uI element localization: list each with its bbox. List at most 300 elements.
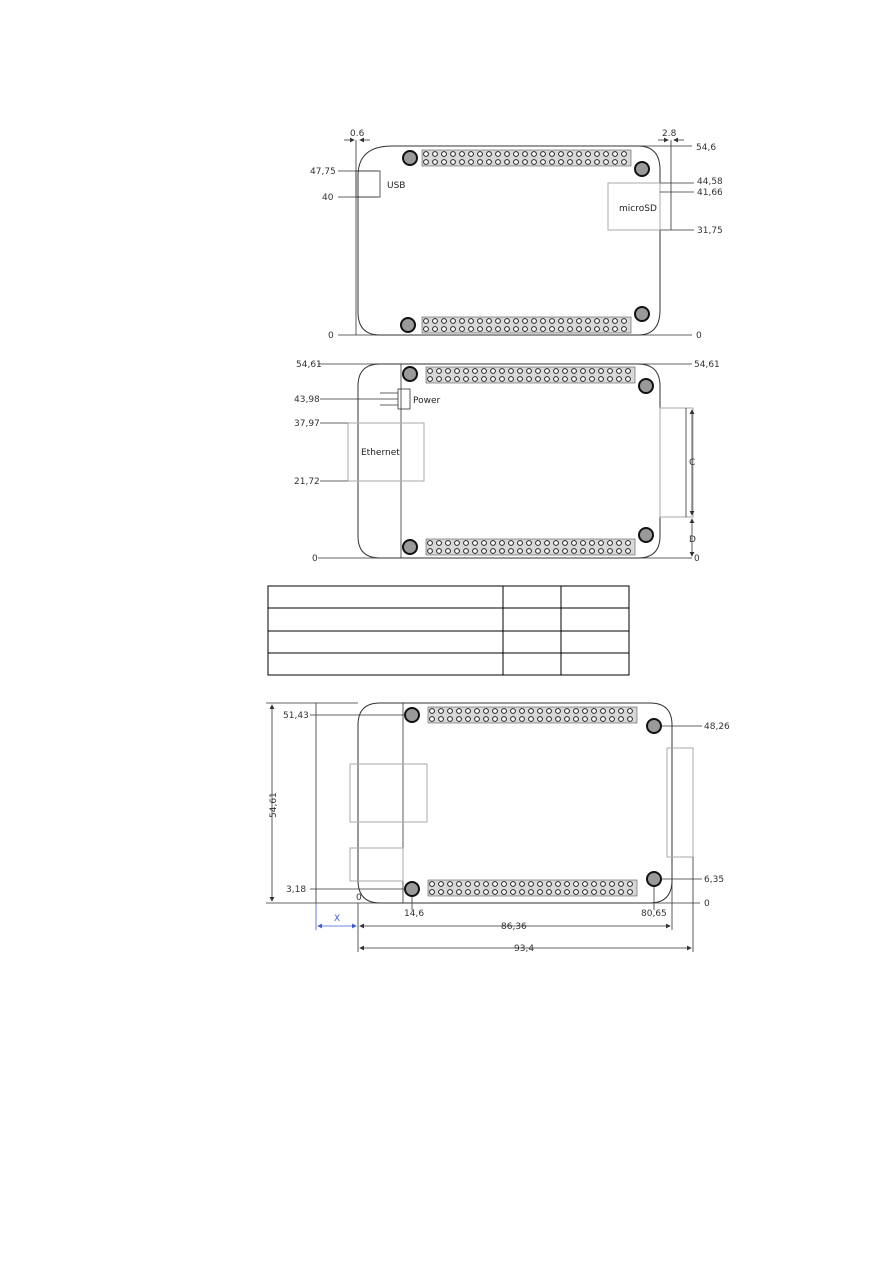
mount-hole xyxy=(403,367,417,381)
header-pin xyxy=(527,541,532,546)
header-pin xyxy=(514,152,519,157)
header-pin xyxy=(442,327,447,332)
header-pin xyxy=(484,890,489,895)
middle-view xyxy=(294,360,720,564)
dim-top: 54,6 xyxy=(696,143,717,153)
header-pin xyxy=(554,369,559,374)
header-top-p9 xyxy=(422,150,631,166)
header-pin xyxy=(547,882,552,887)
header-pin xyxy=(572,549,577,554)
dim-height: 54,61 xyxy=(269,792,279,818)
header-pin xyxy=(448,717,453,722)
header-pin xyxy=(505,327,510,332)
header-pin xyxy=(469,327,474,332)
header-pin xyxy=(514,319,519,324)
header-pin xyxy=(520,717,525,722)
header-pin xyxy=(565,717,570,722)
header-pin xyxy=(529,890,534,895)
header-pin xyxy=(559,319,564,324)
header-pin xyxy=(514,160,519,165)
header-pin xyxy=(541,152,546,157)
header-pin xyxy=(583,709,588,714)
header-pin xyxy=(442,319,447,324)
header-pin xyxy=(433,160,438,165)
header-pin xyxy=(601,717,606,722)
header-pin xyxy=(577,160,582,165)
header-pin xyxy=(577,319,582,324)
header-pin xyxy=(509,549,514,554)
mount-hole xyxy=(647,872,661,886)
header-pin xyxy=(572,541,577,546)
header-pin xyxy=(455,369,460,374)
header-pin xyxy=(511,882,516,887)
header-pin xyxy=(500,377,505,382)
header-pin xyxy=(617,377,622,382)
header-pin xyxy=(628,709,633,714)
header-pin xyxy=(538,890,543,895)
header-pin xyxy=(437,549,442,554)
header-pin xyxy=(511,890,516,895)
header-pin xyxy=(586,152,591,157)
header-pin xyxy=(626,549,631,554)
header-pin xyxy=(583,717,588,722)
header-pin xyxy=(460,152,465,157)
header-pin xyxy=(478,152,483,157)
header-pin xyxy=(502,882,507,887)
header-pin xyxy=(433,152,438,157)
board-outline xyxy=(358,364,660,558)
dim-zero-right: 0 xyxy=(694,554,700,564)
header-pin xyxy=(550,160,555,165)
header-pin xyxy=(565,890,570,895)
dim-width-total: 93,4 xyxy=(514,944,535,954)
header-pin xyxy=(599,377,604,382)
header-pin xyxy=(482,549,487,554)
dim-power: 43,98 xyxy=(294,395,320,405)
header-pin xyxy=(545,541,550,546)
header-pin xyxy=(613,152,618,157)
mount-hole xyxy=(647,719,661,733)
header-pin xyxy=(424,160,429,165)
header-pin xyxy=(619,709,624,714)
header-pin xyxy=(491,549,496,554)
header-pin xyxy=(514,327,519,332)
header-pin xyxy=(451,327,456,332)
header-pin xyxy=(574,709,579,714)
header-pin xyxy=(586,327,591,332)
header-pin xyxy=(536,369,541,374)
header-pin xyxy=(599,369,604,374)
header-pin xyxy=(469,160,474,165)
header-pin xyxy=(520,882,525,887)
header-pin xyxy=(500,549,505,554)
header-pin xyxy=(545,549,550,554)
header-pin xyxy=(532,160,537,165)
header-pin xyxy=(496,160,501,165)
header-pin xyxy=(505,152,510,157)
header-pin xyxy=(424,327,429,332)
header-pin xyxy=(581,369,586,374)
header-pin xyxy=(460,319,465,324)
header-pin xyxy=(437,377,442,382)
header-pin xyxy=(601,890,606,895)
header-pin xyxy=(428,549,433,554)
header-pin xyxy=(574,717,579,722)
header-pin xyxy=(568,160,573,165)
power-connector xyxy=(398,389,410,409)
header-pin xyxy=(554,549,559,554)
header-pin xyxy=(473,377,478,382)
header-pin xyxy=(595,327,600,332)
header-pin xyxy=(545,377,550,382)
header-pin xyxy=(457,709,462,714)
header-bottom-p8 xyxy=(422,317,631,333)
header-pin xyxy=(554,377,559,382)
header-pin xyxy=(617,369,622,374)
mount-hole xyxy=(635,162,649,176)
header-pin xyxy=(547,709,552,714)
header-pin xyxy=(424,319,429,324)
header-top-p9 xyxy=(426,367,635,383)
header-pin xyxy=(455,549,460,554)
board-outline xyxy=(358,146,660,335)
header-pin xyxy=(559,160,564,165)
dim-eth-top: 37,97 xyxy=(294,419,320,429)
header-pin xyxy=(590,369,595,374)
header-pin xyxy=(550,152,555,157)
header-bottom-p8 xyxy=(428,880,637,896)
header-pin xyxy=(581,541,586,546)
mount-hole xyxy=(639,379,653,393)
header-pin xyxy=(592,882,597,887)
header-pin xyxy=(538,882,543,887)
usb-label: USB xyxy=(387,181,406,191)
microsd-label: microSD xyxy=(619,204,657,214)
header-pin xyxy=(613,327,618,332)
header-pin xyxy=(460,327,465,332)
bottom-view xyxy=(266,703,730,954)
header-pin xyxy=(446,377,451,382)
dim-hole-br: 6,35 xyxy=(704,875,725,885)
header-pin xyxy=(475,709,480,714)
header-pin xyxy=(493,709,498,714)
header-pin xyxy=(523,152,528,157)
header-pin xyxy=(550,319,555,324)
header-pin xyxy=(556,717,561,722)
header-pin xyxy=(433,327,438,332)
header-pin xyxy=(538,709,543,714)
header-pin xyxy=(500,541,505,546)
header-pin xyxy=(604,152,609,157)
header-pin xyxy=(574,882,579,887)
header-pin xyxy=(428,369,433,374)
dim-right-offset: 2.8 xyxy=(662,129,677,139)
header-pin xyxy=(536,549,541,554)
header-pin xyxy=(583,882,588,887)
dim-zero-left: 0 xyxy=(328,331,334,341)
header-pin xyxy=(518,541,523,546)
header-pin xyxy=(565,882,570,887)
header-pin xyxy=(572,369,577,374)
header-pin xyxy=(626,541,631,546)
header-pin xyxy=(619,890,624,895)
header-pin xyxy=(541,327,546,332)
dim-d: D xyxy=(689,535,696,545)
header-pin xyxy=(601,709,606,714)
header-pin xyxy=(493,717,498,722)
header-pin xyxy=(568,152,573,157)
header-pin xyxy=(619,717,624,722)
header-pin xyxy=(439,882,444,887)
mount-hole xyxy=(403,540,417,554)
header-pin xyxy=(439,709,444,714)
header-pin xyxy=(529,882,534,887)
header-pin xyxy=(428,377,433,382)
dim-zero-right: 0 xyxy=(696,331,702,341)
header-pin xyxy=(583,890,588,895)
header-pin xyxy=(556,890,561,895)
header-pin xyxy=(536,377,541,382)
dim-hole-bl: 3,18 xyxy=(286,885,307,895)
dim-hole-tl: 51,43 xyxy=(283,711,309,721)
header-pin xyxy=(518,377,523,382)
power-label: Power xyxy=(413,396,441,406)
header-pin xyxy=(475,882,480,887)
header-pin xyxy=(608,377,613,382)
header-pin xyxy=(604,327,609,332)
header-pin xyxy=(608,549,613,554)
header-pin xyxy=(581,377,586,382)
mount-hole xyxy=(639,528,653,542)
header-pin xyxy=(430,709,435,714)
header-pin xyxy=(437,369,442,374)
header-pin xyxy=(541,160,546,165)
header-pin xyxy=(496,152,501,157)
header-pin xyxy=(451,319,456,324)
header-pin xyxy=(518,369,523,374)
mount-hole xyxy=(403,151,417,165)
dim-x-hole-left: 14,6 xyxy=(404,909,425,919)
top-view xyxy=(310,129,723,341)
dim-x-label: X xyxy=(334,914,341,924)
header-pin xyxy=(590,549,595,554)
header-pin xyxy=(523,327,528,332)
dim-top-right: 54,61 xyxy=(694,360,720,370)
header-pin xyxy=(568,319,573,324)
header-pin xyxy=(622,160,627,165)
header-pin xyxy=(550,327,555,332)
header-pin xyxy=(466,882,471,887)
header-pin xyxy=(430,717,435,722)
header-pin xyxy=(455,377,460,382)
header-pin xyxy=(536,541,541,546)
dim-x-hole-right: 80,65 xyxy=(641,909,667,919)
header-pin xyxy=(563,541,568,546)
header-pin xyxy=(491,377,496,382)
mount-hole xyxy=(401,318,415,332)
header-pin xyxy=(622,327,627,332)
header-pin xyxy=(590,541,595,546)
header-pin xyxy=(622,152,627,157)
header-pin xyxy=(538,717,543,722)
header-pin xyxy=(496,319,501,324)
mount-hole xyxy=(405,882,419,896)
dim-sd-bottom: 31,75 xyxy=(697,226,723,236)
header-pin xyxy=(475,890,480,895)
header-pin xyxy=(626,369,631,374)
header-pin xyxy=(430,890,435,895)
header-pin xyxy=(496,327,501,332)
header-pin xyxy=(610,890,615,895)
side-connector xyxy=(667,748,693,857)
header-pin xyxy=(439,717,444,722)
header-pin xyxy=(568,327,573,332)
dim-zero-left: 0 xyxy=(312,554,318,564)
header-pin xyxy=(599,541,604,546)
header-pin xyxy=(595,160,600,165)
header-pin xyxy=(581,549,586,554)
header-pin xyxy=(502,709,507,714)
header-pin xyxy=(448,882,453,887)
header-pin xyxy=(448,890,453,895)
header-pin xyxy=(617,541,622,546)
header-pin xyxy=(491,369,496,374)
header-pin xyxy=(469,152,474,157)
header-pin xyxy=(608,541,613,546)
header-pin xyxy=(595,319,600,324)
header-pin xyxy=(464,549,469,554)
header-pin xyxy=(473,549,478,554)
header-pin xyxy=(484,709,489,714)
header-pin xyxy=(520,709,525,714)
dim-usb-bottom: 40 xyxy=(322,193,334,203)
ethernet-jack xyxy=(350,764,427,822)
dim-top-left: 54,61 xyxy=(296,360,322,370)
dim-zero-y: 0 xyxy=(704,899,710,909)
header-pin xyxy=(574,890,579,895)
header-pin xyxy=(446,541,451,546)
header-pin xyxy=(509,377,514,382)
header-pin xyxy=(590,377,595,382)
header-pin xyxy=(595,152,600,157)
header-pin xyxy=(437,541,442,546)
header-pin xyxy=(455,541,460,546)
header-pin xyxy=(572,377,577,382)
header-pin xyxy=(586,319,591,324)
header-pin xyxy=(563,549,568,554)
header-pin xyxy=(527,549,532,554)
header-pin xyxy=(518,549,523,554)
header-pin xyxy=(493,890,498,895)
header-pin xyxy=(505,160,510,165)
header-pin xyxy=(511,717,516,722)
header-pin xyxy=(433,319,438,324)
dimension-table xyxy=(268,586,629,675)
header-pin xyxy=(610,717,615,722)
header-pin xyxy=(430,882,435,887)
mount-hole xyxy=(635,307,649,321)
header-pin xyxy=(556,882,561,887)
dim-zero-x: 0 xyxy=(356,893,362,903)
header-pin xyxy=(446,369,451,374)
header-pin xyxy=(487,327,492,332)
header-pin xyxy=(484,882,489,887)
header-pin xyxy=(622,319,627,324)
header-pin xyxy=(626,377,631,382)
board-outline xyxy=(358,703,672,903)
header-pin xyxy=(577,327,582,332)
dim-width-inner: 86,36 xyxy=(501,922,527,932)
header-pin xyxy=(500,369,505,374)
header-pin xyxy=(599,549,604,554)
header-pin xyxy=(559,152,564,157)
header-pin xyxy=(608,369,613,374)
header-pin xyxy=(545,369,550,374)
header-pin xyxy=(473,369,478,374)
header-pin xyxy=(527,377,532,382)
header-pin xyxy=(619,882,624,887)
header-pin xyxy=(482,541,487,546)
header-pin xyxy=(547,890,552,895)
header-pin xyxy=(577,152,582,157)
header-pin xyxy=(509,541,514,546)
header-pin xyxy=(448,709,453,714)
header-pin xyxy=(491,541,496,546)
header-pin xyxy=(613,319,618,324)
header-pin xyxy=(442,152,447,157)
header-pin xyxy=(529,709,534,714)
header-pin xyxy=(487,160,492,165)
header-pin xyxy=(505,319,510,324)
header-pin xyxy=(613,160,618,165)
header-pin xyxy=(610,882,615,887)
header-pin xyxy=(604,319,609,324)
dim-left-offset: 0.6 xyxy=(350,129,365,139)
header-pin xyxy=(493,882,498,887)
header-pin xyxy=(532,319,537,324)
header-pin xyxy=(556,709,561,714)
header-pin xyxy=(464,369,469,374)
header-pin xyxy=(601,882,606,887)
header-pin xyxy=(509,369,514,374)
header-pin xyxy=(628,717,633,722)
header-pin xyxy=(478,319,483,324)
dim-eth-bottom: 21,72 xyxy=(294,477,320,487)
header-pin xyxy=(523,319,528,324)
header-pin xyxy=(586,160,591,165)
header-pin xyxy=(527,369,532,374)
header-pin xyxy=(484,717,489,722)
header-pin xyxy=(428,541,433,546)
header-pin xyxy=(532,327,537,332)
dim-c: C xyxy=(689,458,696,468)
header-pin xyxy=(563,377,568,382)
header-pin xyxy=(628,890,633,895)
header-pin xyxy=(446,549,451,554)
header-pin xyxy=(457,717,462,722)
header-pin xyxy=(478,327,483,332)
header-pin xyxy=(457,890,462,895)
header-pin xyxy=(547,717,552,722)
header-pin xyxy=(457,882,462,887)
header-pin xyxy=(466,717,471,722)
header-pin xyxy=(442,160,447,165)
header-pin xyxy=(502,717,507,722)
mount-hole xyxy=(405,708,419,722)
header-pin xyxy=(523,160,528,165)
header-pin xyxy=(482,377,487,382)
header-pin xyxy=(460,160,465,165)
